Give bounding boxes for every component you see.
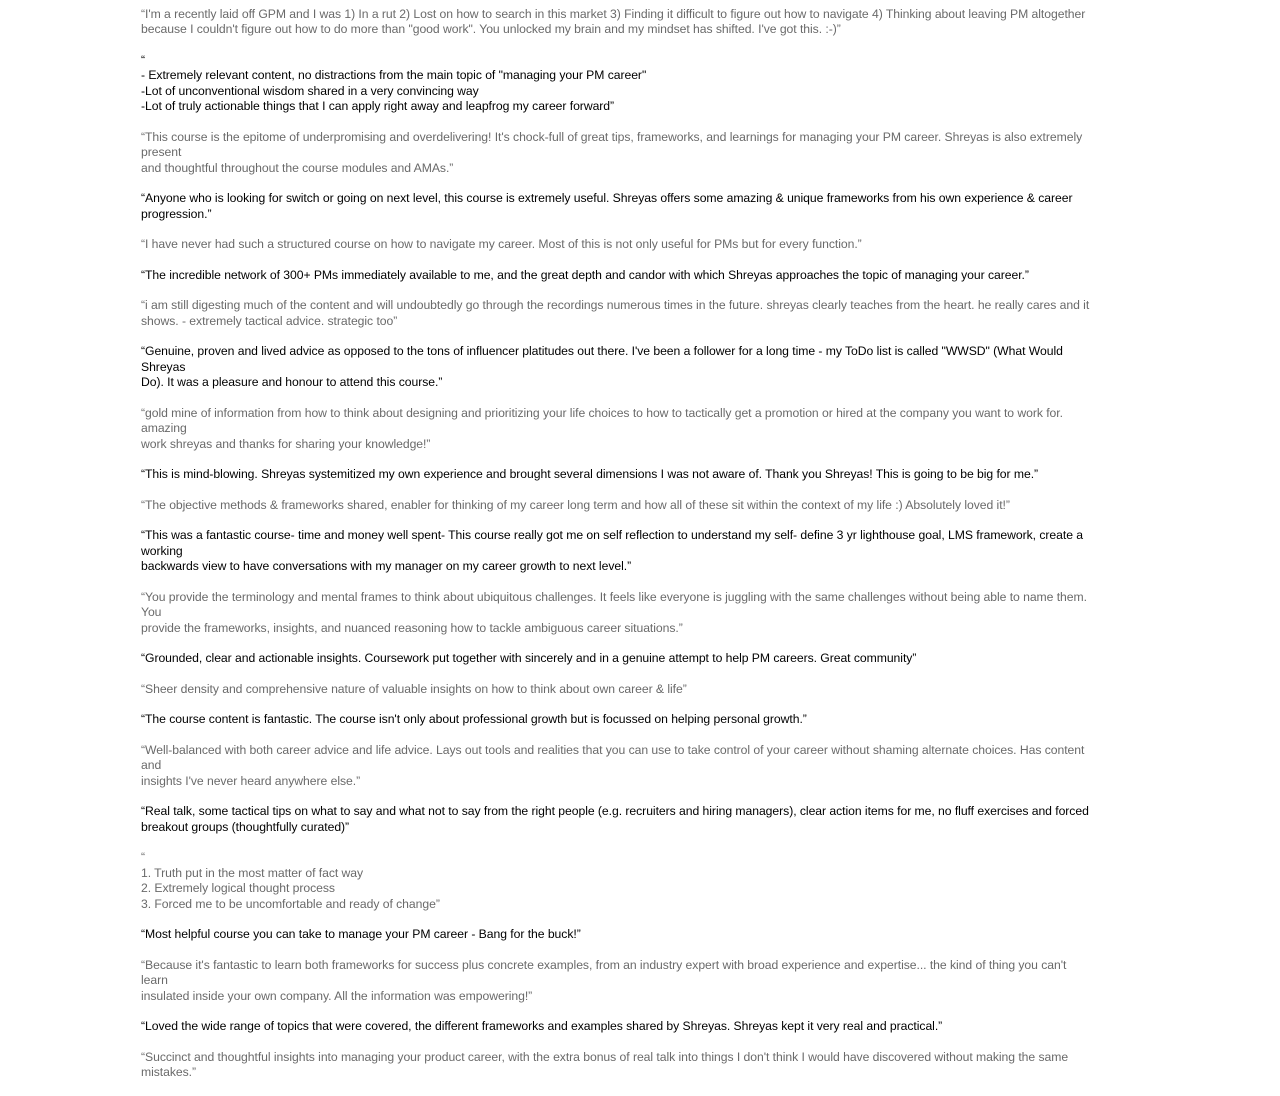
testimonial-quote <box>141 651 1091 666</box>
testimonial-line: because I couldn't figure out how to do more than "good work". You unlocked my brain and my mindset has shifted. I've got this. :-)” <box>141 22 841 37</box>
testimonial-line: “The incredible network of 300+ PMs immediately available to me, and the great depth and candor with which Shreyas approaches the topic of managing your career.” <box>141 267 1029 282</box>
testimonial-line: “Succinct and thoughtful insights into managing your product career, with the extra bonus of real talk into things I don't think I would have discovered without making the same mistakes.” <box>141 1049 1072 1080</box>
testimonial-line: Do). It was a pleasure and honour to attend this course.” <box>141 375 443 390</box>
testimonial-line: 2. Extremely logical thought process <box>141 881 335 896</box>
testimonial-line: “The course content is fantastic. The course isn't only about professional growth but is focussed on helping personal growth.” <box>141 712 807 727</box>
testimonial-line: “Because it's fantastic to learn both frameworks for success plus concrete examples, from an industry expert with broad experience and expertise... the kind of thing you can't learn <box>141 957 1070 988</box>
testimonial-line: “I'm a recently laid off GPM and I was 1) In a rut 2) Lost on how to search in this market 3) Finding it difficult to figure out how to navigate 4) Thinking about leaving PM altogether <box>141 7 1086 21</box>
testimonial-quote <box>141 528 1091 574</box>
testimonial-line: shows. - extremely tactical advice. strategic too” <box>141 313 398 328</box>
testimonial-line: -Lot of truly actionable things that I can apply right away and leapfrog my career forward” <box>141 99 615 114</box>
testimonial-line: “The objective methods & frameworks shared, enabler for thinking of my career long term and how all of these sit within the context of my life :) Absolutely loved it!” <box>141 497 1010 512</box>
testimonial-line: backwards view to have conversations with my manager on my career growth to next level.” <box>141 559 632 574</box>
testimonial-line: “Grounded, clear and actionable insights. Coursework put together with sincerely and in a genuine attempt to help PM careers. Great community” <box>141 651 917 666</box>
testimonial-quote <box>141 1050 1091 1081</box>
testimonial-quote <box>141 850 1091 912</box>
testimonial-line: “This course is the epitome of underpromising and overdelivering! It's chock-full of great tips, frameworks, and learnings for managing your PM career. Shreyas is also extremely present <box>141 129 1086 160</box>
testimonial-line: “Anyone who is looking for switch or going on next level, this course is extremely useful. Shreyas offers some amazing & unique frameworks from his own experience & career <box>141 191 1073 206</box>
testimonial-line: progression.” <box>141 206 212 221</box>
testimonial-line: “I have never had such a structured course on how to navigate my career. Most of this is not only useful for PMs but for every function.” <box>141 237 862 252</box>
testimonial-quote <box>141 130 1091 176</box>
testimonial-line: and thoughtful throughout the course modules and AMAs.” <box>141 160 454 175</box>
testimonial-line: “Most helpful course you can take to manage your PM career - Bang for the buck!” <box>141 927 581 942</box>
testimonial-line: work shreyas and thanks for sharing your knowledge!” <box>141 436 431 451</box>
testimonial-line: insulated inside your own company. All the information was empowering!” <box>141 988 533 1003</box>
testimonial-line: “Well-balanced with both career advice and life advice. Lays out tools and realities that you can use to take control of your career without shaming alternate choices. Has content and <box>141 743 1088 773</box>
testimonial-quote <box>141 7 1091 38</box>
testimonial-quote <box>141 590 1091 636</box>
testimonial-quote <box>141 344 1091 390</box>
testimonial-quote <box>141 268 1091 283</box>
testimonial-line: “ <box>141 850 146 865</box>
testimonial-line: 1. Truth put in the most matter of fact way <box>141 865 364 880</box>
testimonial-quote <box>141 237 1091 252</box>
testimonial-line: - Extremely relevant content, no distractions from the main topic of "managing your PM career" <box>141 68 647 83</box>
testimonial-quote <box>141 53 1091 115</box>
testimonial-quote <box>141 406 1091 452</box>
testimonial-quote <box>141 1019 1091 1034</box>
testimonial-line: “Real talk, some tactical tips on what to say and what not to say from the right people (e.g. recruiters and hiring managers), clear action items for me, no fluff exercises and forced <box>141 804 1089 819</box>
testimonial-line: “Sheer density and comprehensive nature of valuable insights on how to think about own career & life” <box>141 681 687 696</box>
testimonial-quote <box>141 498 1091 513</box>
testimonial-line: “You provide the terminology and mental frames to think about ubiquitous challenges. It feels like everyone is juggling with the same challenges without being able to name them. You <box>141 589 1091 620</box>
testimonial-quote <box>141 804 1091 835</box>
testimonial-line: “Loved the wide range of topics that were covered, the different frameworks and examples shared by Shreyas. Shreyas kept it very real and practical.” <box>141 1019 943 1034</box>
testimonial-line: “This was a fantastic course- time and money well spent- This course really got me on self reflection to understand my self- define 3 yr lighthouse goal, LMS framework, create a working <box>141 528 1087 558</box>
testimonial-quote <box>141 682 1091 697</box>
testimonial-line: “ <box>141 53 146 67</box>
testimonial-quote <box>141 467 1091 482</box>
testimonial-line: “This is mind-blowing. Shreyas systemitized my own experience and brought several dimensions I was not aware of. Thank you Shreyas! This is going to be big for me.” <box>141 467 1039 482</box>
testimonial-line: “Genuine, proven and lived advice as opposed to the tons of influencer platitudes out there. I've been a follower for a long time - my ToDo list is called "WWSD" (What Would Shreyas <box>141 344 1067 374</box>
testimonial-quote <box>141 298 1091 329</box>
testimonial-line: -Lot of unconventional wisdom shared in a very convincing way <box>141 83 479 98</box>
testimonial-line: provide the frameworks, insights, and nuanced reasoning how to tackle ambiguous career situations.” <box>141 620 683 635</box>
testimonial-quote <box>141 743 1091 789</box>
testimonial-quote <box>141 927 1091 942</box>
testimonial-line: “gold mine of information from how to think about designing and prioritizing your life choices to how to tactically get a promotion or hired at the company you want to work for. amazing <box>141 405 1067 436</box>
testimonial-quote <box>141 958 1091 1004</box>
testimonial-quote <box>141 712 1091 727</box>
testimonial-line: “i am still digesting much of the content and will undoubtedly go through the recordings numerous times in the future. shreyas clearly teaches from the heart. he really cares and it <box>141 298 1090 313</box>
testimonial-quote <box>141 191 1091 222</box>
testimonial-line: insights I've never heard anywhere else.” <box>141 773 361 788</box>
testimonial-line: 3. Forced me to be uncomfortable and ready of change” <box>141 896 440 911</box>
testimonials-document <box>141 7 1091 1096</box>
testimonial-line: breakout groups (thoughtfully curated)” <box>141 819 350 834</box>
